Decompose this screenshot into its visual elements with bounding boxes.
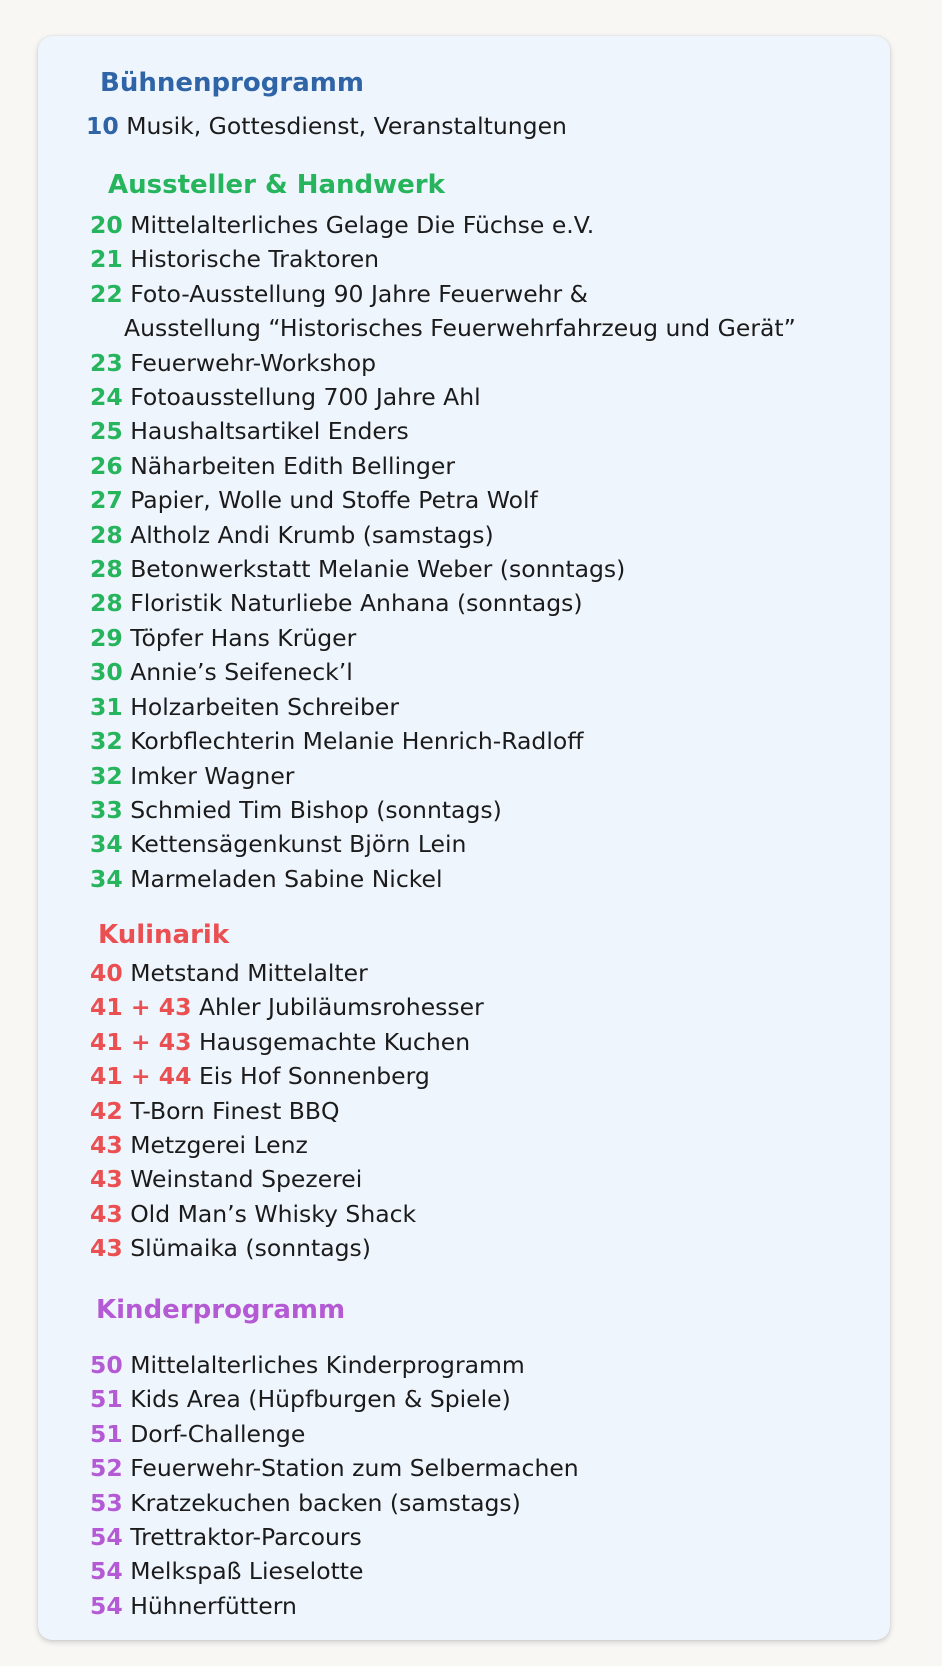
item-number: 41 + 43 xyxy=(90,1027,192,1056)
list-item xyxy=(38,1382,890,1416)
list-item xyxy=(38,1025,890,1059)
list-item xyxy=(38,1451,890,1485)
item-text: Eis Hof Sonnenberg xyxy=(198,1062,430,1091)
item-text: Marmeladen Sabine Nickel xyxy=(130,864,443,893)
list-item xyxy=(38,1094,890,1128)
item-number: 24 xyxy=(90,383,123,412)
item-text-continuation: Ausstellung “Historisches Feuerwehrfahrzeug und Gerät” xyxy=(124,314,796,343)
item-number: 25 xyxy=(90,417,123,446)
item-text: Mittelalterliches Gelage Die Füchse e.V. xyxy=(130,211,595,239)
item-number: 53 xyxy=(90,1488,123,1517)
item-list xyxy=(38,1348,890,1623)
item-list xyxy=(38,208,890,896)
item-text: Feuerwehr-Workshop xyxy=(130,348,377,377)
item-number: 31 xyxy=(90,692,123,721)
item-number: 28 xyxy=(90,589,123,618)
list-item xyxy=(38,346,890,380)
item-number: 26 xyxy=(90,451,123,480)
list-item xyxy=(38,1589,890,1623)
item-text: Haushaltsartikel Enders xyxy=(130,417,409,446)
item-number: 43 xyxy=(90,1199,123,1228)
list-item xyxy=(38,1417,890,1451)
item-number: 40 xyxy=(90,959,123,987)
item-text: Kratzekuchen backen (samstags) xyxy=(130,1488,521,1517)
list-item xyxy=(38,1197,890,1231)
section-kinderprogramm xyxy=(38,1293,890,1623)
list-item xyxy=(38,277,890,311)
item-text: Betonwerkstatt Melanie Weber (sonntags) xyxy=(130,555,626,584)
item-number: 28 xyxy=(90,555,123,584)
item-text: Hausgemachte Kuchen xyxy=(198,1027,471,1056)
list-item xyxy=(38,109,890,143)
item-text: Altholz Andi Krumb (samstags) xyxy=(130,520,494,549)
item-number: 23 xyxy=(90,348,123,377)
section-buehnenprogramm xyxy=(38,66,890,143)
list-item xyxy=(38,518,890,552)
item-number: 29 xyxy=(90,623,123,652)
item-text: Foto-Ausstellung 90 Jahre Feuerwehr & xyxy=(130,279,589,308)
item-text: Feuerwehr-Station zum Selbermachen xyxy=(130,1454,579,1483)
list-item xyxy=(38,552,890,586)
item-text: Floristik Naturliebe Anhana (sonntags) xyxy=(130,589,583,618)
item-text: Musik, Gottesdienst, Veranstaltungen xyxy=(126,112,567,140)
list-item xyxy=(38,1162,890,1196)
list-item xyxy=(38,1348,890,1382)
list-item xyxy=(38,449,890,483)
item-number: 50 xyxy=(90,1351,123,1379)
list-item xyxy=(38,1059,890,1093)
list-item xyxy=(38,990,890,1024)
list-item xyxy=(38,621,890,655)
section-title: Bühnenprogramm xyxy=(100,68,364,98)
list-item xyxy=(38,862,890,896)
item-text: Melkspaß Lieselotte xyxy=(130,1557,364,1586)
item-text: Metstand Mittelalter xyxy=(130,959,368,987)
section-title: Kinderprogramm xyxy=(96,1295,346,1325)
item-list xyxy=(38,956,890,1266)
item-text: Weinstand Spezerei xyxy=(130,1165,363,1194)
item-number: 28 xyxy=(90,520,123,549)
item-number: 20 xyxy=(90,211,123,239)
list-item xyxy=(38,759,890,793)
item-text: Schmied Tim Bishop (sonntags) xyxy=(130,795,502,824)
list-item xyxy=(38,793,890,827)
item-number: 27 xyxy=(90,486,123,515)
list-item xyxy=(38,1486,890,1520)
item-number: 54 xyxy=(90,1591,123,1620)
item-text: Kettensägenkunst Björn Lein xyxy=(130,830,467,859)
section-title: Kulinarik xyxy=(98,920,230,950)
item-number: 10 xyxy=(86,112,119,140)
list-item xyxy=(38,1128,890,1162)
item-number: 51 xyxy=(90,1419,123,1448)
item-number: 32 xyxy=(90,727,123,756)
list-item xyxy=(38,1520,890,1554)
item-number: 21 xyxy=(90,245,123,274)
item-text: Old Man’s Whisky Shack xyxy=(130,1199,417,1228)
item-number: 54 xyxy=(90,1523,123,1552)
list-item xyxy=(38,586,890,620)
item-text: Korbflechterin Melanie Henrich-Radloff xyxy=(130,727,584,756)
item-number: 33 xyxy=(90,795,123,824)
item-number: 32 xyxy=(90,761,123,790)
list-item xyxy=(38,956,890,990)
item-text: Kids Area (Hüpfburgen & Spiele) xyxy=(130,1385,511,1414)
list-item xyxy=(38,483,890,517)
item-text: Imker Wagner xyxy=(130,761,295,790)
item-number: 51 xyxy=(90,1385,123,1414)
list-item xyxy=(38,724,890,758)
list-item xyxy=(38,827,890,861)
list-item xyxy=(38,242,890,276)
list-item xyxy=(38,208,890,242)
item-number: 43 xyxy=(90,1234,123,1263)
item-number: 30 xyxy=(90,658,123,687)
item-text: Mittelalterliches Kinderprogramm xyxy=(130,1351,525,1379)
item-text: Töpfer Hans Krüger xyxy=(130,623,357,652)
item-number: 34 xyxy=(90,864,123,893)
item-text: Näharbeiten Edith Bellinger xyxy=(130,451,456,480)
item-text: Holzarbeiten Schreiber xyxy=(130,692,400,721)
item-number: 41 + 44 xyxy=(90,1062,192,1091)
section-kulinarik xyxy=(38,918,890,1266)
item-number: 41 + 43 xyxy=(90,993,192,1022)
list-item xyxy=(38,414,890,448)
item-number: 42 xyxy=(90,1096,123,1125)
list-item xyxy=(38,1231,890,1265)
section-aussteller-handwerk xyxy=(38,168,890,896)
item-text: Trettraktor-Parcours xyxy=(130,1523,362,1552)
program-card xyxy=(38,36,890,1640)
item-text: Papier, Wolle und Stoffe Petra Wolf xyxy=(130,486,538,515)
item-text: Fotoausstellung 700 Jahre Ahl xyxy=(130,383,481,412)
item-text: Ahler Jubiläumsrohesser xyxy=(198,993,484,1022)
list-item xyxy=(38,380,890,414)
item-text: T-Born Finest BBQ xyxy=(130,1096,340,1125)
item-text: Historische Traktoren xyxy=(130,245,380,274)
item-text: Hühnerfüttern xyxy=(130,1591,297,1620)
list-item xyxy=(38,690,890,724)
item-number: 43 xyxy=(90,1131,123,1160)
list-item xyxy=(38,655,890,689)
item-number: 43 xyxy=(90,1165,123,1194)
item-text: Metzgerei Lenz xyxy=(130,1131,308,1160)
item-number: 52 xyxy=(90,1454,123,1483)
list-item xyxy=(38,1554,890,1588)
item-number: 22 xyxy=(90,279,123,308)
item-number: 54 xyxy=(90,1557,123,1586)
item-text: Dorf-Challenge xyxy=(130,1419,306,1448)
section-title: Aussteller & Handwerk xyxy=(108,170,445,200)
item-text: Annie’s Seifeneck’l xyxy=(130,658,353,687)
item-text: Slümaika (sonntags) xyxy=(130,1234,371,1263)
item-list xyxy=(38,109,890,143)
item-number: 34 xyxy=(90,830,123,859)
